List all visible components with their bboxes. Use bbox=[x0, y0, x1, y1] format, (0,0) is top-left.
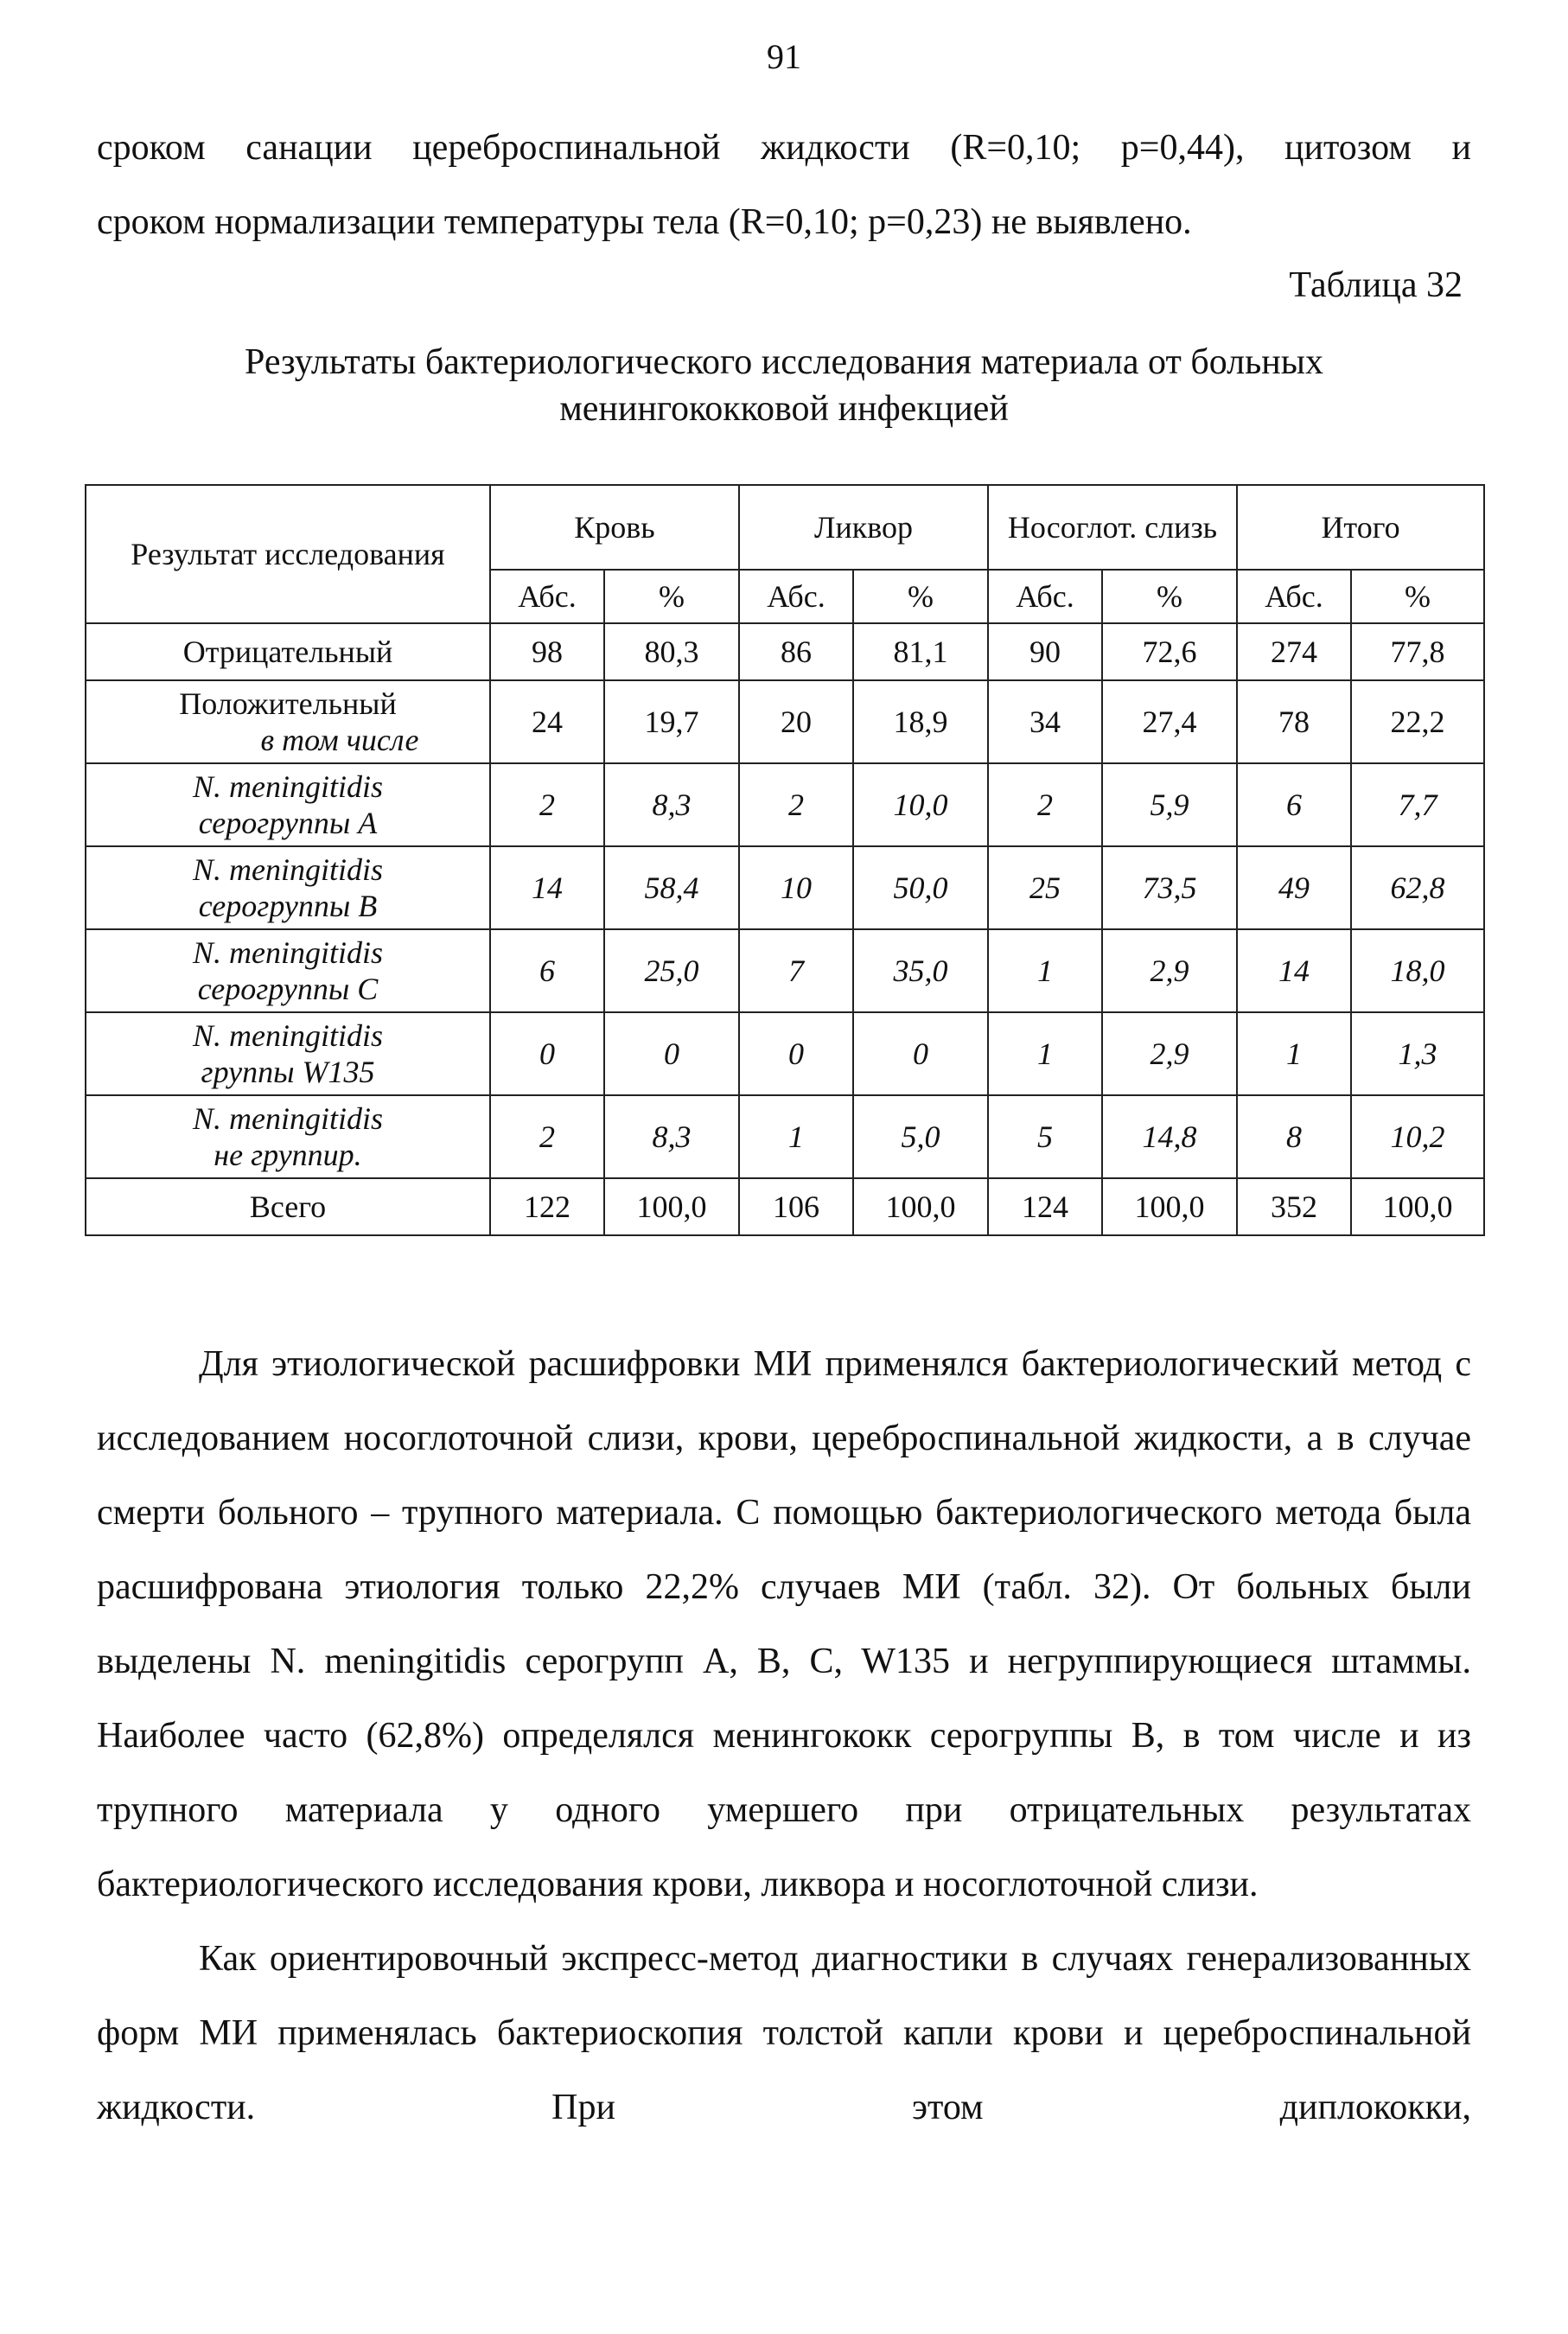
subheader-abs: Абс. bbox=[1237, 570, 1351, 623]
subheader-pct: % bbox=[1351, 570, 1484, 623]
table-number: Таблица 32 bbox=[1289, 265, 1463, 305]
subheader-pct: % bbox=[1102, 570, 1237, 623]
table-cell: 34 bbox=[988, 680, 1102, 763]
row-label bbox=[86, 763, 490, 846]
table-cell: 14 bbox=[490, 846, 604, 929]
row-label-sub: серогруппы С bbox=[197, 972, 379, 1006]
row-label-main: N. meningitidis bbox=[192, 1101, 383, 1136]
row-label-sub: не группир. bbox=[214, 1138, 362, 1172]
table-cell: 27,4 bbox=[1102, 680, 1237, 763]
table-cell: 14,8 bbox=[1102, 1095, 1237, 1178]
table-title-line: Результаты бактериологического исследования материала от больных bbox=[245, 342, 1323, 382]
page-number: 91 bbox=[767, 37, 801, 76]
table-cell: 6 bbox=[1237, 763, 1351, 846]
subheader-pct: % bbox=[853, 570, 988, 623]
table-cell: 14 bbox=[1237, 929, 1351, 1012]
table-cell: 122 bbox=[490, 1178, 604, 1235]
table-cell: 50,0 bbox=[853, 846, 988, 929]
table-row bbox=[86, 623, 1484, 680]
table-row bbox=[86, 1012, 1484, 1095]
table-cell: 100,0 bbox=[604, 1178, 739, 1235]
table-cell: 7,7 bbox=[1351, 763, 1484, 846]
table-cell: 18,0 bbox=[1351, 929, 1484, 1012]
table-cell: 35,0 bbox=[853, 929, 988, 1012]
header-row bbox=[86, 485, 1484, 570]
table-cell: 19,7 bbox=[604, 680, 739, 763]
table-cell: 100,0 bbox=[853, 1178, 988, 1235]
table-cell: 1,3 bbox=[1351, 1012, 1484, 1095]
table-cell: 100,0 bbox=[1102, 1178, 1237, 1235]
table-cell: 2 bbox=[739, 763, 853, 846]
table-cell: 5 bbox=[988, 1095, 1102, 1178]
intro-line: сроком санации цереброспинальной жидкости (R=0,10; p=0,44), цитозом и bbox=[97, 128, 1471, 168]
table-row bbox=[86, 1178, 1484, 1235]
paragraph: Для этиологической расшифровки МИ применялся бактериологический метод с исследованием носоглоточной слизи, крови, цереброспинальной жидкости, а в случае смерти больного – трупного материала. С помощью бактериологического метода была расшифрована этиология только 22,2% случаев МИ (табл. 32). От больных были выделены N. meningitidis серогрупп A, B, C, W135 и негруппирующиеся штаммы. Наиболее часто (62,8%) определялся менингококк серогруппы В, в том числе и из трупного материала у одного умершего при отрицательных результатах бактериологического исследования крови, ликвора и носоглоточной слизи. bbox=[97, 1344, 1471, 1904]
table-cell: 5,0 bbox=[853, 1095, 988, 1178]
table-cell: 2 bbox=[988, 763, 1102, 846]
table-cell: 8,3 bbox=[604, 1095, 739, 1178]
table-cell: 0 bbox=[853, 1012, 988, 1095]
row-label bbox=[86, 680, 490, 763]
row-label-sub: серогруппы А bbox=[198, 806, 378, 840]
table-cell: 10 bbox=[739, 846, 853, 929]
table-cell: 2 bbox=[490, 1095, 604, 1178]
table-row bbox=[86, 680, 1484, 763]
row-label bbox=[86, 1095, 490, 1178]
table-cell: 6 bbox=[490, 929, 604, 1012]
paragraph: Как ориентировочный экспресс-метод диагностики в случаях генерализованных форм МИ применялась бактериоскопия толстой капли крови и цереброспинальной жидкости. При этом диплококки, bbox=[97, 1939, 1471, 2127]
table-cell: 18,9 bbox=[853, 680, 988, 763]
subheader-pct: % bbox=[604, 570, 739, 623]
table-cell: 0 bbox=[490, 1012, 604, 1095]
row-label-main: N. meningitidis bbox=[192, 769, 383, 804]
table-title-line: менингококковой инфекцией bbox=[559, 389, 1009, 429]
table-cell: 77,8 bbox=[1351, 623, 1484, 680]
table-cell: 25,0 bbox=[604, 929, 739, 1012]
row-label bbox=[86, 1012, 490, 1095]
row-label bbox=[86, 623, 490, 680]
row-label-main: Отрицательный bbox=[182, 635, 393, 669]
row-label-main: Всего bbox=[249, 1189, 327, 1224]
row-label-main: Положительный bbox=[179, 686, 397, 721]
table-cell: 274 bbox=[1237, 623, 1351, 680]
table-cell: 1 bbox=[988, 929, 1102, 1012]
table-cell: 124 bbox=[988, 1178, 1102, 1235]
row-label-header: Результат исследования bbox=[86, 485, 490, 623]
table-cell: 58,4 bbox=[604, 846, 739, 929]
table-cell: 5,9 bbox=[1102, 763, 1237, 846]
group-header-total: Итого bbox=[1237, 485, 1484, 570]
row-label-main: N. meningitidis bbox=[192, 935, 383, 970]
table-cell: 100,0 bbox=[1351, 1178, 1484, 1235]
table-body bbox=[86, 623, 1484, 1235]
table-cell: 78 bbox=[1237, 680, 1351, 763]
row-label-main: N. meningitidis bbox=[192, 852, 383, 887]
subheader-abs: Абс. bbox=[988, 570, 1102, 623]
table-cell: 49 bbox=[1237, 846, 1351, 929]
intro-text bbox=[97, 111, 1471, 259]
table-cell: 8,3 bbox=[604, 763, 739, 846]
table-cell: 10,2 bbox=[1351, 1095, 1484, 1178]
table-cell: 80,3 bbox=[604, 623, 739, 680]
subheader-abs: Абс. bbox=[739, 570, 853, 623]
table-cell: 86 bbox=[739, 623, 853, 680]
table-cell: 98 bbox=[490, 623, 604, 680]
body-text bbox=[97, 1327, 1471, 2145]
table-cell: 2 bbox=[490, 763, 604, 846]
table-cell: 62,8 bbox=[1351, 846, 1484, 929]
row-label-main: N. meningitidis bbox=[192, 1018, 383, 1053]
row-label bbox=[86, 929, 490, 1012]
table-cell: 8 bbox=[1237, 1095, 1351, 1178]
table-cell: 73,5 bbox=[1102, 846, 1237, 929]
table-cell: 0 bbox=[604, 1012, 739, 1095]
row-label-sub: группы W135 bbox=[201, 1055, 375, 1089]
table-title bbox=[97, 339, 1471, 432]
row-label bbox=[86, 846, 490, 929]
table-cell: 72,6 bbox=[1102, 623, 1237, 680]
row-label-sub: в том числе bbox=[260, 723, 419, 757]
table-cell: 352 bbox=[1237, 1178, 1351, 1235]
group-header-nasopharynx: Носоглот. слизь bbox=[988, 485, 1237, 570]
table-cell: 1 bbox=[988, 1012, 1102, 1095]
table-cell: 20 bbox=[739, 680, 853, 763]
row-label-sub: серогруппы В bbox=[198, 889, 378, 923]
table-cell: 0 bbox=[739, 1012, 853, 1095]
table-cell: 25 bbox=[988, 846, 1102, 929]
table-cell: 2,9 bbox=[1102, 1012, 1237, 1095]
table-cell: 24 bbox=[490, 680, 604, 763]
row-label bbox=[86, 1178, 490, 1235]
table-row bbox=[86, 929, 1484, 1012]
results-table bbox=[85, 484, 1485, 1236]
table-cell: 1 bbox=[1237, 1012, 1351, 1095]
table-row bbox=[86, 763, 1484, 846]
table-cell: 1 bbox=[739, 1095, 853, 1178]
group-header-csf: Ликвор bbox=[739, 485, 988, 570]
subheader-abs: Абс. bbox=[490, 570, 604, 623]
table-cell: 22,2 bbox=[1351, 680, 1484, 763]
table-cell: 10,0 bbox=[853, 763, 988, 846]
table-cell: 7 bbox=[739, 929, 853, 1012]
intro-line: сроком нормализации температуры тела (R=0,10; p=0,23) не выявлено. bbox=[97, 202, 1192, 242]
group-header-blood: Кровь bbox=[490, 485, 739, 570]
table-row bbox=[86, 1095, 1484, 1178]
table-cell: 81,1 bbox=[853, 623, 988, 680]
table-cell: 2,9 bbox=[1102, 929, 1237, 1012]
table-cell: 106 bbox=[739, 1178, 853, 1235]
table-cell: 90 bbox=[988, 623, 1102, 680]
table-row bbox=[86, 846, 1484, 929]
